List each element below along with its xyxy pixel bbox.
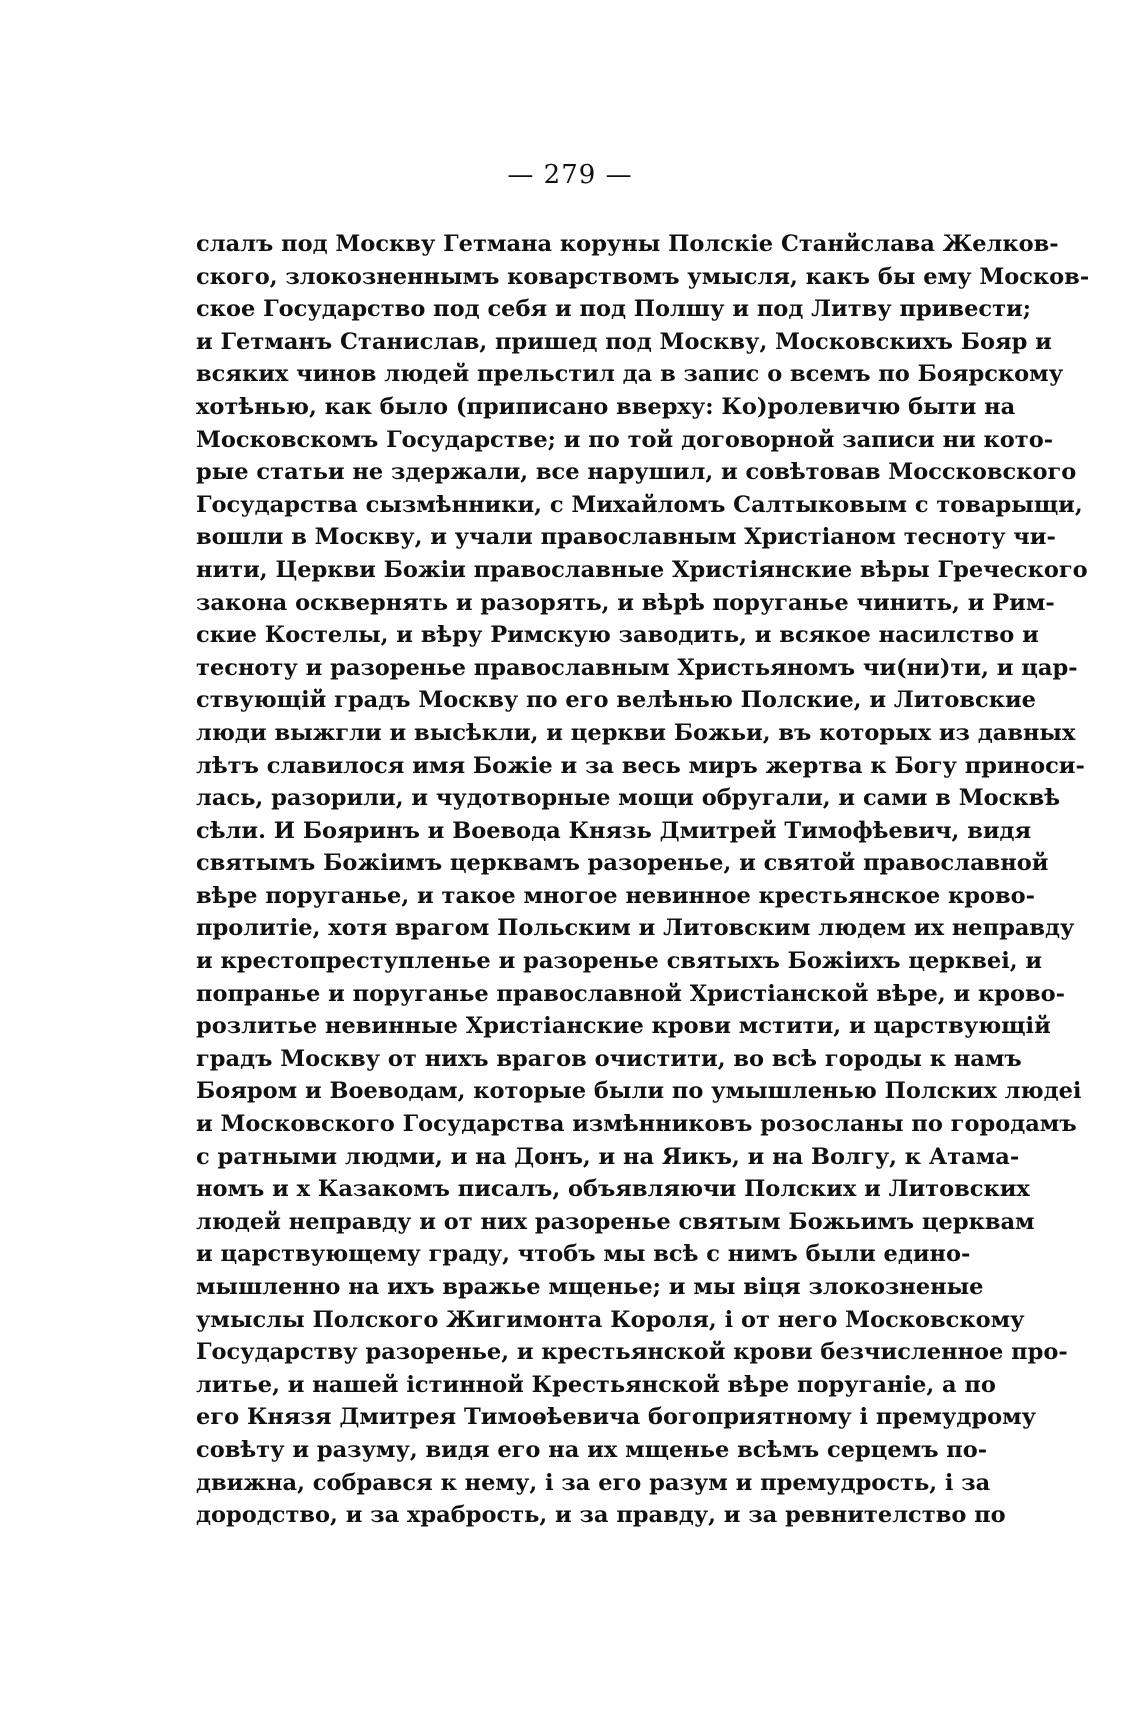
text-line: люди выжгли и высѣкли, и церкви Божьи, въ которых из давных [196, 719, 1076, 746]
text-line: розлитье невинные Христіанские крови мстити, и царствующій [196, 1013, 1051, 1040]
text-line: Московскомъ Государстве; и по той договорной записи ни кото- [196, 426, 1054, 453]
page-number: — 279 — [507, 160, 633, 190]
text-line: умыслы Полского Жигимонта Короля, і от него Московскому [196, 1306, 1025, 1333]
text-line: движна, собрався к нему, і за его разум и премудрость, і за [196, 1469, 991, 1496]
text-line: хотѣнью, как было (приписано вверху: Ко)ролевичю быти на [196, 393, 1016, 420]
text-line: закона осквернять и разорять, и вѣрѣ поруганье чинить, и Рим- [196, 589, 1055, 616]
text-line: Бояром и Воеводам, которые были по умышленью Полских людеі [196, 1078, 1082, 1105]
text-line: слалъ под Москву Гетмана коруны Полскіе Станйслава Желков- [196, 231, 1059, 257]
text-line: пролитіе, хотя врагом Польским и Литовским людем их неправду [196, 915, 1075, 942]
text-line: попранье и поруганье православной Христіанской вѣре, и крово- [196, 980, 1065, 1007]
text-line: и Гетманъ Станислав, пришед под Москву, Московскихъ Бояр и [196, 328, 1052, 355]
text-line: и крестопреступленье и разоренье святыхъ Божіихъ церквеі, и [196, 948, 1043, 975]
text-line: святымъ Божіимъ церквамъ разоренье, и святой православной [196, 850, 1049, 877]
text-line: вѣре поруганье, и такое многое невинное крестьянское крово- [196, 882, 1036, 909]
text-line: всяких чинов людей прельстил да в запис о всемъ по Боярскому [196, 361, 1064, 388]
text-line: его Князя Дмитрея Тимоѳѣевича богоприятному і премудрому [196, 1404, 1037, 1431]
text-line: дородство, и за храбрость, и за правду, и за ревнителство по [196, 1502, 1006, 1529]
text-line: вошли в Москву, и учали православным Христіаном тесноту чи- [196, 524, 1056, 551]
text-line: сѣли. И Бояринъ и Воевода Князь Дмитрей Тимофѣевич, видя [196, 817, 1032, 844]
text-line: лась, разорили, и чудотворные мощи обругали, и сами в Москвѣ [196, 785, 1061, 812]
text-line: градъ Москву от нихъ врагов очистити, во всѣ городы к намъ [196, 1045, 1022, 1072]
text-line: ствующій градъ Москву по его велѣнью Полские, и Литовские [196, 687, 1036, 714]
text-line: ского, злокозненнымъ коварствомъ умысля, какъ бы ему Москов- [196, 263, 1090, 290]
text-line: тесноту и разоренье православным Христьяномъ чи(ни)ти, и цар- [196, 654, 1078, 681]
text-body [196, 228, 1090, 1532]
text-line: нити, Церкви Божіи православные Христіянские вѣры Греческого [196, 556, 1088, 583]
text-line: ское Государство под себя и под Полшу и под Литву привести; [196, 296, 1032, 323]
text-line: литье, и нашей істинной Крестьянской вѣре поруганіе, а по [196, 1371, 996, 1398]
text-line: ские Костелы, и вѣру Римскую заводить, и всякое насилство и [196, 622, 1039, 649]
text-line: людей неправду и от них разоренье святым Божьимъ церквам [196, 1208, 1035, 1235]
text-line: лѣтъ славилося имя Божіе и за весь миръ жертва к Богу приноси- [196, 752, 1085, 779]
text-line: мышленно на ихъ вражье мщенье; и мы віця злокозненые [196, 1274, 984, 1300]
text-line: и царствующему граду, чтобъ мы всѣ с нимъ были едино- [196, 1241, 971, 1268]
text-line: Государству разоренье, и крестьянской крови безчисленное про- [196, 1339, 1068, 1366]
text-line: Государства сызмѣнники, с Михайломъ Салтыковым с товарыщи, [196, 491, 1083, 518]
text-line: и Московского Государства измѣнниковъ розосланы по городамъ [196, 1111, 1077, 1138]
text-line: с ратными людми, и на Донъ, и на Яикъ, и на Волгу, к Атама- [196, 1143, 1020, 1170]
text-line: рые статьи не здержали, все нарушил, и совѣтовав Моссковского [196, 459, 1077, 486]
text-line: номъ и х Казакомъ писалъ, объявляючи Полских и Литовских [196, 1176, 1030, 1203]
text-line: совѣту и разуму, видя его на их мщенье всѣмъ серцемъ по- [196, 1436, 988, 1463]
